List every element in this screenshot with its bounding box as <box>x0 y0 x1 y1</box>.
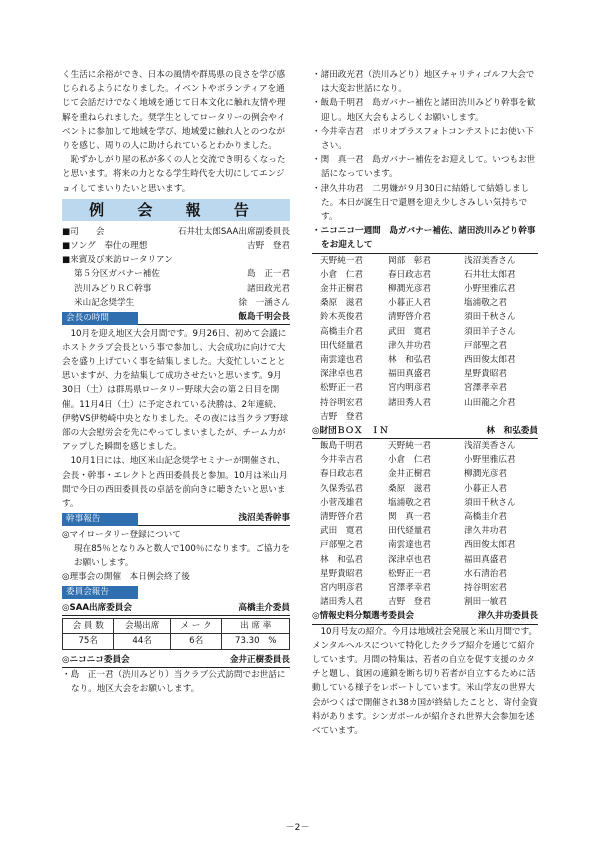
list-item: 深津卓也君 福田真盛君 星野貴昭君 <box>320 369 507 380</box>
saa-committee-header: ◎SAA出席委員会 高橋圭介委員 <box>62 601 290 616</box>
list-item: 小倉 仁君 春日政志君 石井壮太郎君 <box>320 269 516 280</box>
list-item: 高橋圭介君 武田 寛君 須田羊子さん <box>320 326 516 337</box>
committee-report-header <box>62 586 290 601</box>
foundation-box-roster <box>312 439 538 609</box>
list-item: 金井正樹君 柳澗光彦君 小野里雅広君 <box>320 284 516 295</box>
attendance-table <box>62 618 290 649</box>
program-row: 第５分区ガバナー補佐 島 正一君 <box>74 269 290 280</box>
niko-item: ・飯島千明君 島ガバナー補佐と諸田渋川みどり幹事を歓迎し。地区大会もよろしくお願いします。 <box>312 98 536 123</box>
list-item: 飯島千明君 天野純一君 浅沼美香さん <box>320 441 516 452</box>
list-item: 久保秀弘君 桑原 滋君 小暮正人君 <box>320 483 507 494</box>
intro-paragraph-2: 恥ずかしがり屋の私が多くの人と交流でき明るくなったと思います。将来の力となる学生時代を大切にしてエンジョイしてまいりたいと思います。 <box>62 155 286 194</box>
info-committee-header: ◎情報史料分類選考委員会 津久井功委員長 <box>312 609 538 624</box>
table-row: 75名 44名 6名 73.30 % <box>63 634 290 649</box>
foundation-box-header: ◎財団ＢＯＸ ＩＮ 林 和弘委員 <box>312 424 538 439</box>
list-item: 松野正一君 宮内明彦君 宮澤孝幸君 <box>320 383 507 394</box>
list-item: 諸田秀人君 吉野 登君 割田一敏君 <box>320 597 507 608</box>
president-paragraph-1: 10月を迎え地区大会月間です。9月26日、初めて会議にホストクラブ会長という事で参加し、大会成功に向けて大会を盛り上げていく事を結集しました。大変忙しいことと思いますが、力を結集して成功させたいと思います。9月30日（土）は群馬県ロータリー野球大会の第２日目を開催。11月4日（土）に予定されている決勝は、2年連続、伊勢VS伊勢崎中央となりました。その夜には当クラブ野球部の大会慰労会を先にやってしまいましたが、チーム力がアップした瞬間を感じました。 <box>62 328 289 453</box>
niko-week-title: ・ニコニコ一週間 島ガバナー補佐、諸田渋川みどり幹事をお迎えして <box>312 224 538 253</box>
table-header-row: 会 員 数 会場出席 メ ー ク 出 席 率 <box>63 619 290 634</box>
list-item: 小菅茂雄君 塩浦敬之君 須田千秋さん <box>320 497 516 508</box>
list-item: 南雲達也君 林 和弘君 西田俊太郎君 <box>320 354 516 365</box>
list-item: 天野純一君 岡部 彰君 浅沼美香さん <box>320 255 516 266</box>
program-row: ■ソング 奉仕の理想 吉野 登君 <box>62 241 290 252</box>
program-row: ■来賓及び来訪ロータリアン <box>62 255 173 266</box>
list-item: 田代経量君 津久井功君 戸部聖之君 <box>320 340 507 351</box>
niko-item: ・津久井功君 二男嫌が９月30日に結婚して結婚しました。本日が誕生日で還暦を迎え少しさみしい気持ちです。 <box>312 183 530 223</box>
left-column <box>62 68 290 696</box>
info-committee-text: 10月号友の紹介。今月は地域社会発展と米山月間です。メンタルヘルスについて特化したクラブ紹介を通じて紹介しています。月間の特集は、若者の自立を促す支援のカタチと題し、貧困の連鎖を断ち切り若者が自立するために活動している様子をレポートしています。米山学友の世界大会がつくばで開催され38カ国が終結したことと、寄付金資料があります。シンガポールが紹介され世界大会参加を述べています。 <box>312 626 538 736</box>
list-item: 持谷明宏君 諸田秀人君 山田龍之介君 <box>320 397 516 408</box>
right-column <box>312 68 538 738</box>
list-item: 春日政志君 金井正樹君 柳澗光彦君 <box>320 469 507 480</box>
meeting-report-title: 例 会 報 告 <box>62 199 290 221</box>
secretary-item: 現在85％となりみと数人で100％になります。ご協力をお願いします。 <box>74 543 290 569</box>
section-label: 幹事報告 <box>62 513 138 526</box>
program-row: ■司 会 石井壮太郎SAA出席副委員長 <box>62 226 290 237</box>
secretary-item: ◎マイロータリー登録について <box>62 529 181 540</box>
speaker-name: 飯島千明会長 <box>238 311 290 325</box>
list-item: 星野貴昭君 松野正一君 水石清治君 <box>320 568 507 579</box>
list-item: 桑原 滋君 小暮正人君 塩浦敬之君 <box>320 298 507 309</box>
program-row: 米山記念奨学生 徐 一涵さん <box>74 297 290 308</box>
list-item: 戸部聖之君 南雲達也君 西田俊太郎君 <box>320 540 516 551</box>
list-item: 今井幸吉君 小倉 仁君 小野里雅広君 <box>320 455 516 466</box>
secretary-item: ◎理事会の開催 本日例会終了後 <box>62 572 190 583</box>
list-item: 鈴木英俊君 清野啓介君 須田千秋さん <box>320 312 516 323</box>
list-item: 清野啓介君 関 真一君 高橋圭介君 <box>320 512 507 523</box>
list-item: 宮内明彦君 宮澤孝幸君 持谷明宏君 <box>320 582 507 593</box>
intro-paragraph-1: く生活に余裕ができ、日本の風情や群馬県の良さを学び感じられるようになりました。イベントやボランティアを通じて会話だけでなく地域を通じて日本文化に触れ友情や理解を重ねられました。奨学生としてロータリーの例会やイベントに参加して地域を学び、地域愛に触れ人とのつながりを感じ、周りの人に助けられているとわかりました。 <box>62 70 286 152</box>
president-time-header <box>62 311 290 326</box>
niko-item: ・今井幸吉君 ポリオプラスフォトコンテストにお使い下さい。 <box>312 126 534 152</box>
speaker-name: 浅沼美香幹事 <box>238 512 290 526</box>
niko-item: ・島 正一君（渋川みどり）当クラブ公式訪問でお世話になり。地区大会をお願いします。 <box>62 669 286 695</box>
secretary-report-header <box>62 512 290 527</box>
section-label: 委員会報告 <box>62 586 138 599</box>
niko-item: ・関 真一君 島ガバナー補佐をお迎えして。いつもお世話になっています。 <box>312 155 536 180</box>
page-number: －2－ <box>285 823 310 833</box>
niko-week-roster <box>312 254 538 424</box>
program-row: 渋川みどりＲＣ幹事 諸田政光君 <box>74 283 290 294</box>
list-item: 林 和弘君 深津卓也君 福田真盛君 <box>320 554 507 565</box>
program-list <box>62 225 290 310</box>
section-label: 会長の時間 <box>62 312 138 325</box>
list-item: 吉野 登君 <box>320 411 363 422</box>
niko-items <box>312 68 538 224</box>
president-paragraph-2: 10月1日には、地区米山記念奨学セミナーが開催され、会長・幹事・エレクトと西田委員長と参加。10月は米山月間で今日の西田委員長の卓話を前向きに聴きたいと思います。 <box>62 456 288 509</box>
niko-committee-header: ◎ニコニコ委員会 金井正樹委員長 <box>62 653 290 668</box>
list-item: 武田 寛君 田代経量君 津久井功君 <box>320 526 507 537</box>
niko-item: ・諸田政光君（渋川みどり）地区チャリティゴルフ大会では大変お世話になり。 <box>312 70 535 95</box>
